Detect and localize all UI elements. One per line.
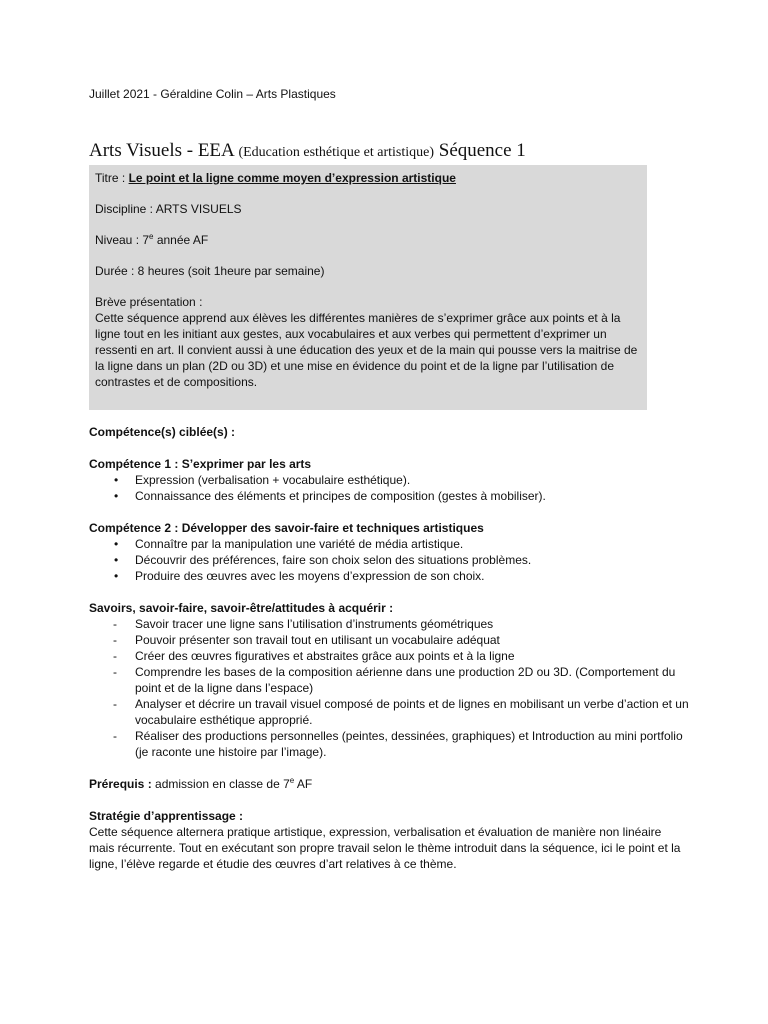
prerequis-text-suffix: AF <box>294 777 313 791</box>
strategie-heading: Stratégie d’apprentissage : <box>89 809 244 823</box>
titre-value: Le point et la ligne comme moyen d’expression artistique <box>128 171 456 185</box>
competence-2-list <box>89 536 689 584</box>
title-sequence: Séquence 1 <box>434 140 526 161</box>
dash-icon: - <box>113 649 117 663</box>
niveau-suffix: année AF <box>153 233 209 247</box>
niveau-prefix: Niveau : 7 <box>95 233 150 247</box>
titre-label: Titre : <box>95 171 129 185</box>
list-item <box>113 632 689 648</box>
dash-icon: - <box>113 617 117 631</box>
savoirs-section <box>89 600 689 760</box>
list-item <box>113 728 689 760</box>
competence-2-heading: Compétence 2 : Développer des savoir-faire et techniques artistiques <box>89 521 484 535</box>
list-item <box>114 472 689 488</box>
list-item <box>113 616 689 632</box>
breve-label: Brève présentation : <box>95 295 203 309</box>
title-subtitle: (Education esthétique et artistique) <box>238 145 434 160</box>
list-item <box>114 568 689 584</box>
titre-line <box>95 170 641 186</box>
bullet-icon: • <box>114 537 119 551</box>
competences-section <box>89 424 689 584</box>
dash-icon: - <box>113 665 117 679</box>
list-item <box>114 552 689 568</box>
list-item-text: Produire des œuvres avec les moyens d’expression de son choix. <box>135 569 485 583</box>
list-item-text: Connaître par la manipulation une variété de média artistique. <box>135 537 464 551</box>
list-item-text: Expression (verbalisation + vocabulaire esthétique). <box>135 473 411 487</box>
list-item-text: Découvrir des préférences, faire son choix selon des situations problèmes. <box>135 553 532 567</box>
bullet-icon: • <box>114 553 119 567</box>
list-item <box>113 664 689 696</box>
list-item-text: Pouvoir présenter son travail tout en utilisant un vocabulaire adéquat <box>135 633 500 647</box>
strategie-text: Cette séquence alternera pratique artistique, expression, verbalisation et évaluation de manière non linéaire mais récurrente. Tout en exécutant son propre travail selon le thème introduit dans la séquence, ici le point et la ligne, l’élève regarde et étudie des œuvres d’art relatives à ce thème. <box>89 825 681 871</box>
list-item <box>113 696 689 728</box>
document-header: Juillet 2021 - Géraldine Colin – Arts Plastiques <box>89 87 336 101</box>
list-item <box>113 648 689 664</box>
prerequis-label: Prérequis : <box>89 777 152 791</box>
list-item <box>114 536 689 552</box>
list-item-text: Réaliser des productions personnelles (peintes, dessinées, graphiques) et Introduction au mini portfolio (je raconte une histoire par l’image). <box>135 729 683 759</box>
breve-text: Cette séquence apprend aux élèves les différentes manières de s’exprimer grâce aux points et à la ligne tout en les initiant aux gestes, aux vocabulaires et aux verbes qui permettent d’exprimer un ressenti en art. Il convient aussi à une éducation des yeux et de la main qui pousse vers la maitrise de la ligne dans un plan (2D ou 3D) et une mise en évidence du point et de la ligne par l’utilisation de contrastes et de compositions. <box>95 311 638 389</box>
list-item <box>114 488 689 504</box>
bullet-icon: • <box>114 569 119 583</box>
list-item-text: Savoir tracer une ligne sans l’utilisation d’instruments géométriques <box>135 617 494 631</box>
niveau-sup: e <box>149 232 154 241</box>
prerequis-text-prefix: admission en classe de 7 <box>151 777 290 791</box>
list-item-text: Connaissance des éléments et principes de composition (gestes à mobiliser). <box>135 489 546 503</box>
dash-icon: - <box>113 729 117 743</box>
summary-box <box>89 165 647 410</box>
duree-line: Durée : 8 heures (soit 1heure par semaine) <box>95 264 325 278</box>
list-item-text: Analyser et décrire un travail visuel composé de points et de lignes en mobilisant un verbe d’action et un vocabulaire esthétique approprié. <box>135 697 689 727</box>
document-page <box>89 86 689 872</box>
savoirs-list <box>89 616 689 760</box>
prerequis-line <box>89 776 689 792</box>
savoirs-heading: Savoirs, savoir-faire, savoir-être/attitudes à acquérir : <box>89 601 394 615</box>
competence-1-heading: Compétence 1 : S’exprimer par les arts <box>89 457 312 471</box>
competences-heading: Compétence(s) ciblée(s) : <box>89 425 236 439</box>
dash-icon: - <box>113 633 117 647</box>
bullet-icon: • <box>114 473 119 487</box>
dash-icon: - <box>113 697 117 711</box>
competence-1-list <box>89 472 689 504</box>
list-item-text: Comprendre les bases de la composition aérienne dans une production 2D ou 3D. (Comportement du point et de la ligne dans l’espace) <box>135 665 676 695</box>
prerequis-sup: e <box>289 776 295 785</box>
list-item-text: Créer des œuvres figuratives et abstraites grâce aux points et à la ligne <box>135 649 515 663</box>
title-main: Arts Visuels - EEA <box>89 140 239 161</box>
page-title <box>89 139 689 165</box>
discipline-line: Discipline : ARTS VISUELS <box>95 202 242 216</box>
breve-block <box>95 294 641 390</box>
bullet-icon: • <box>114 489 119 503</box>
niveau-line <box>95 232 641 248</box>
